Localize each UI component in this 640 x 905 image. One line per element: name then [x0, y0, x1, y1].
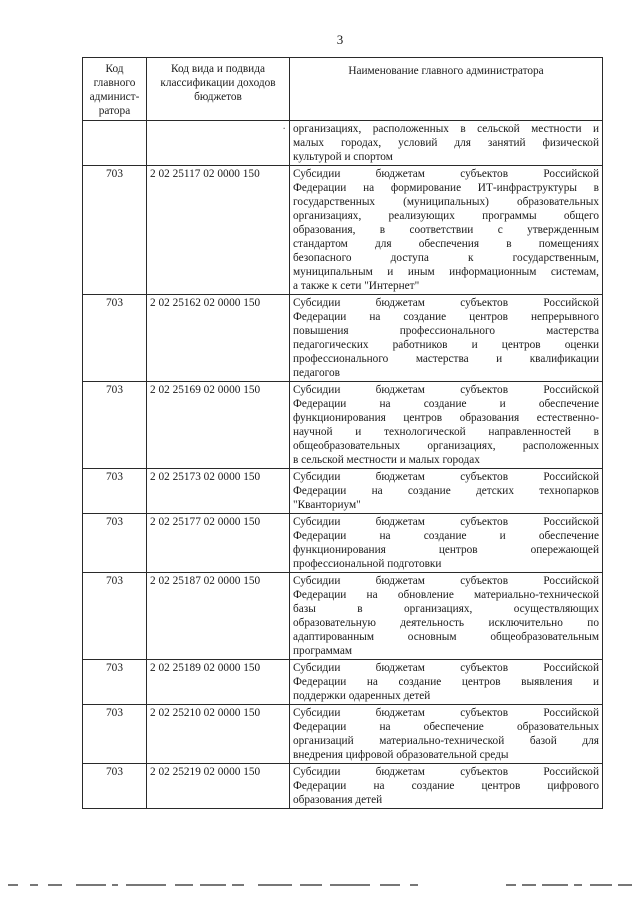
header-line: главного — [93, 77, 136, 89]
text-line: Федерации на создание центров выявления и — [293, 676, 599, 688]
scan-noise-line — [0, 884, 640, 890]
text-line: программам — [293, 645, 353, 657]
table-row — [83, 469, 603, 514]
text-line: Субсидии бюджетам субъектов Российской — [293, 766, 599, 778]
admin-code-cell: 703 — [83, 660, 147, 705]
page-number: 3 — [336, 32, 344, 47]
table-row — [83, 705, 603, 764]
header-line: бюджетов — [194, 91, 242, 103]
admin-name-cell — [290, 764, 603, 809]
text-line: образования детей — [293, 794, 383, 806]
text-line: повышения профессионального мастерства — [293, 325, 599, 337]
text-line: Федерации на создание детских технопарков — [293, 485, 599, 497]
text-line: Субсидии бюджетам субъектов Российской — [293, 575, 599, 587]
admin-code-cell: 703 — [83, 166, 147, 295]
admin-code-cell: 703 — [83, 573, 147, 660]
admin-code-cell: 703 — [83, 514, 147, 573]
income-code-cell: 2 02 25187 02 0000 150 — [147, 573, 290, 660]
text-line: Федерации на создание и обеспечение — [293, 530, 599, 542]
text-line: внедрения цифровой образовательной среды — [293, 749, 509, 761]
text-line: Субсидии бюджетам субъектов Российской — [293, 168, 599, 180]
text-line: образовательную деятельность исключительно по — [293, 617, 599, 629]
text-line: организациях, реализующих программы общего — [293, 210, 599, 222]
text-line: стандартом для обеспечения в помещениях — [293, 238, 599, 250]
header-admin-code — [83, 58, 147, 121]
table-row — [83, 166, 603, 295]
text-line: профессионального мастерства и квалификации — [293, 353, 599, 365]
header-admin-name: Наименование главного администратора — [290, 58, 603, 121]
text-line: поддержки одаренных детей — [293, 690, 431, 702]
admin-name-cell — [290, 469, 603, 514]
text-line: в сельской местности и малых городах — [293, 454, 480, 466]
text-line: безопасного доступа к государственным, — [293, 252, 599, 264]
text-line: Федерации на обновление материально-технической — [293, 589, 599, 601]
income-code-cell: 2 02 25210 02 0000 150 — [147, 705, 290, 764]
admin-name-cell — [290, 382, 603, 469]
text-line: Федерации на создание центров цифрового — [293, 780, 599, 792]
table-row — [83, 573, 603, 660]
header-line: ратора — [98, 105, 131, 117]
text-line: а также к сети "Интернет" — [293, 280, 420, 292]
admin-name-cell — [290, 660, 603, 705]
text-line: функционирования центров образования естественно- — [293, 412, 599, 424]
continuation-admin-code — [83, 121, 147, 166]
text-line: общеобразовательных организациях, расположенных — [293, 440, 599, 452]
text-line: педагогов — [293, 367, 341, 379]
admin-name-cell — [290, 166, 603, 295]
text-line: Федерации на создание центров непрерывного — [293, 311, 599, 323]
text-line: Субсидии бюджетам субъектов Российской — [293, 662, 599, 674]
text-line: базы в организациях, осуществляющих — [293, 603, 599, 615]
text-line: функционирования центров опережающей — [293, 544, 599, 556]
text-line: профессиональной подготовки — [293, 558, 442, 570]
text-line: культурой и спортом — [293, 151, 393, 163]
admin-name-cell — [290, 295, 603, 382]
header-line: админист- — [89, 91, 140, 103]
header-line: Код — [105, 63, 124, 75]
text-line: Субсидии бюджетам субъектов Российской — [293, 471, 599, 483]
admin-name-cell — [290, 514, 603, 573]
admin-code-cell: 703 — [83, 469, 147, 514]
text-line: Субсидии бюджетам субъектов Российской — [293, 516, 599, 528]
text-line: образования, в соответствии с утвержденным — [293, 224, 599, 236]
income-code-cell: 2 02 25219 02 0000 150 — [147, 764, 290, 809]
text-line: Федерации на формирование ИТ-инфраструктуры в — [293, 182, 599, 194]
table-body — [83, 121, 603, 809]
income-code-cell: 2 02 25189 02 0000 150 — [147, 660, 290, 705]
text-line: научной и технологической направленностей в — [293, 426, 599, 438]
continuation-text — [290, 121, 603, 166]
admin-name-cell — [290, 705, 603, 764]
header-income-code — [147, 58, 290, 121]
income-code-cell: 2 02 25117 02 0000 150 — [147, 166, 290, 295]
text-line: организациях, расположенных в сельской местности и — [293, 123, 599, 135]
admin-name-cell — [290, 573, 603, 660]
table-row — [83, 382, 603, 469]
header-line: классификации доходов — [160, 77, 276, 89]
text-line: государственных (муниципальных) образовательных — [293, 196, 599, 208]
text-line: Субсидии бюджетам субъектов Российской — [293, 384, 599, 396]
income-admin-table — [82, 57, 603, 809]
admin-code-cell: 703 — [83, 295, 147, 382]
income-code-cell: 2 02 25177 02 0000 150 — [147, 514, 290, 573]
text-line: малых городах, условий для занятий физической — [293, 137, 599, 149]
admin-code-cell: 703 — [83, 382, 147, 469]
text-line: Субсидии бюджетам субъектов Российской — [293, 707, 599, 719]
header-line: Код вида и подвида — [171, 63, 265, 75]
income-code-cell: 2 02 25169 02 0000 150 — [147, 382, 290, 469]
admin-code-cell: 703 — [83, 705, 147, 764]
admin-code-cell: 703 — [83, 764, 147, 809]
table-header — [83, 58, 603, 121]
table-row — [83, 295, 603, 382]
table-row — [83, 660, 603, 705]
continuation-row — [83, 121, 603, 166]
text-line: "Кванториум" — [293, 499, 361, 511]
text-line: организаций материально-технической базой для — [293, 735, 599, 747]
text-line: муниципальным и иным информационным системам, — [293, 266, 599, 278]
income-code-cell: 2 02 25162 02 0000 150 — [147, 295, 290, 382]
table-row — [83, 514, 603, 573]
text-line: Субсидии бюджетам субъектов Российской — [293, 297, 599, 309]
continuation-mark: · — [147, 121, 290, 166]
income-code-cell: 2 02 25173 02 0000 150 — [147, 469, 290, 514]
text-line: педагогических работников и центров оценки — [293, 339, 599, 351]
text-line: адаптированным основным общеобразовательным — [293, 631, 599, 643]
text-line: Федерации на создание и обеспечение — [293, 398, 599, 410]
text-line: Федерации на обеспечение образовательных — [293, 721, 599, 733]
header-row — [83, 58, 603, 121]
table-row — [83, 764, 603, 809]
